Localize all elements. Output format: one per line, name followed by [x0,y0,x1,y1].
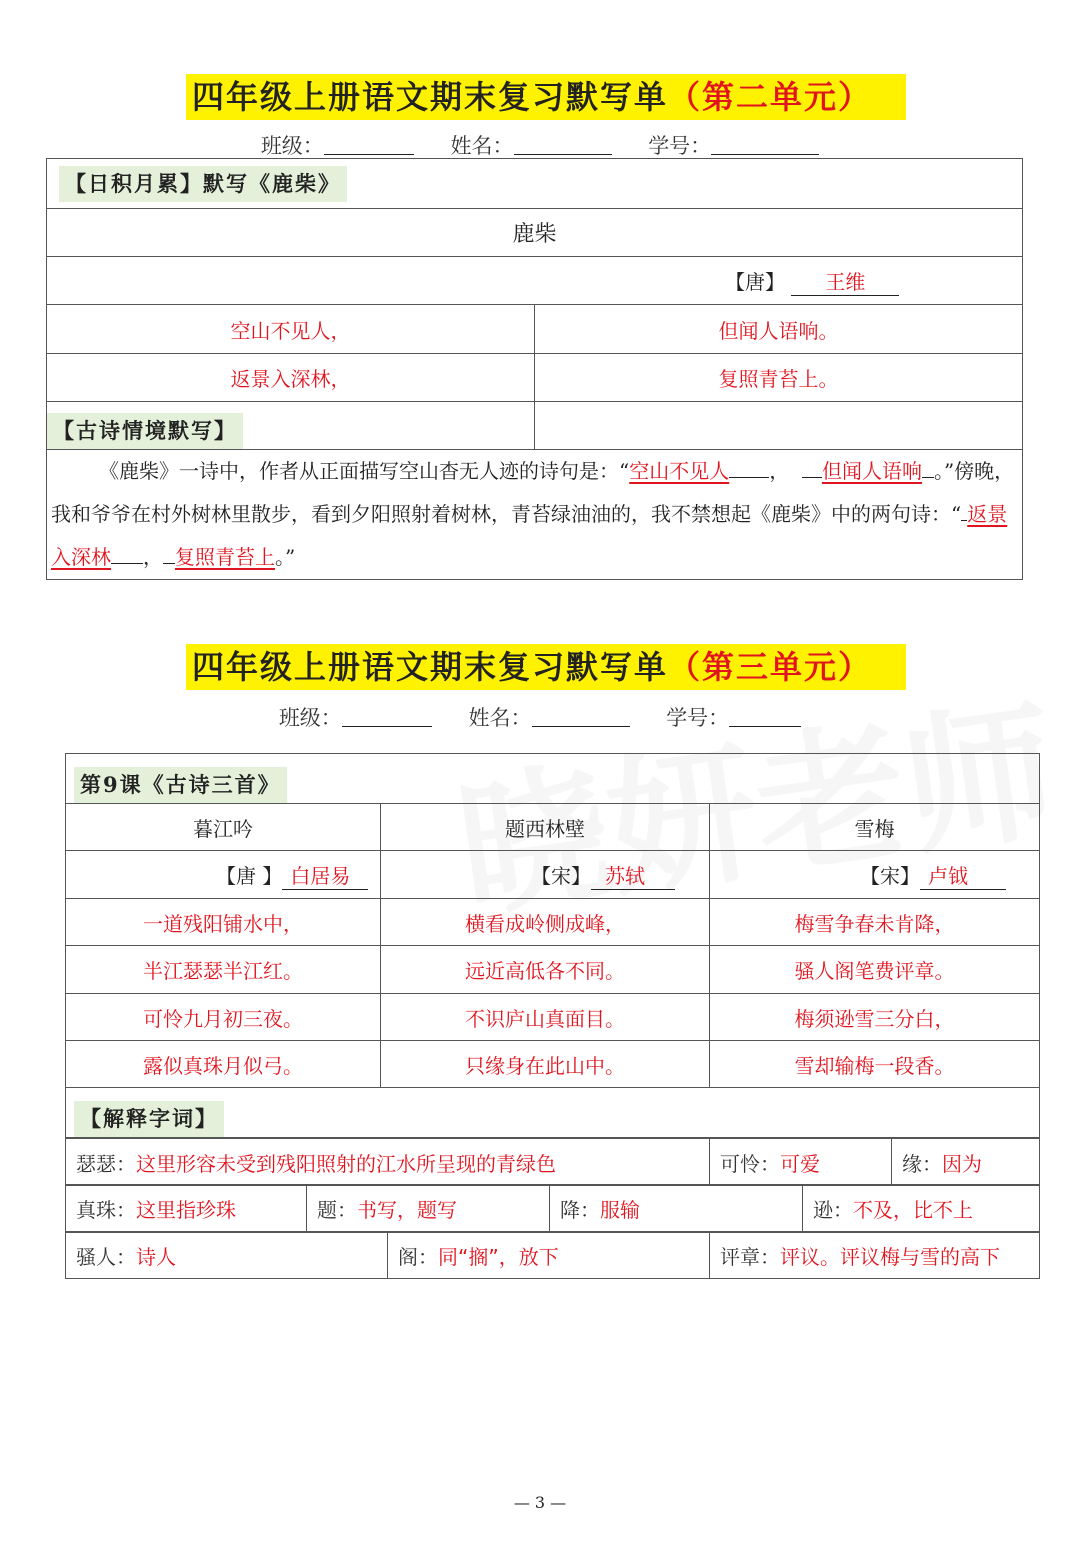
empty-cell [535,402,1023,450]
gloss-term: 题： [317,1198,357,1222]
gloss-def: 诗人 [136,1244,176,1269]
gloss-term: 缘： [902,1151,942,1176]
unit3-title-suffix: （第三单元） [668,648,873,686]
poem3-line-2: 骚人阁笔费评章。 [710,946,1040,994]
gloss-item [803,1185,1040,1233]
unit2-table [46,158,1023,580]
poem1-line-2: 半江瑟瑟半江红。 [66,946,381,994]
gloss-item [66,1185,307,1233]
poem1-line-4: 露似真珠月似弓。 [66,1041,381,1088]
id-blank[interactable] [711,134,819,155]
poem2-line-4: 只缘身在此山中。 [381,1041,710,1088]
poem3-title: 雪梅 [710,804,1040,851]
gloss-def: 同“搁”，放下 [438,1244,559,1269]
poem-author: 王维 [791,266,899,296]
poem-line-2: 但闻人语响。 [535,305,1023,354]
gloss-def: 不及，比不上 [853,1198,973,1222]
gloss-def: 服输 [600,1198,640,1222]
context-text-1: 《鹿柴》一诗中，作者从正面描写空山杳无人迹的诗句是：“ [99,459,630,483]
id-label-2: 学号： [666,706,730,730]
gloss-term: 逊： [813,1198,853,1222]
poem2-line-1: 横看成岭侧成峰， [381,899,710,946]
name-blank-2[interactable] [532,706,630,727]
poem2-author: 苏轼 [591,860,675,890]
poem1-line-1: 一道残阳铺水中， [66,899,381,946]
section1-heading: 【日积月累】默写《鹿柴》 [59,166,347,202]
answer-2: 但闻人语响 [821,459,922,483]
unit2-title-main: 四年级上册语文期末复习默写单 [192,78,669,116]
answer-3: 返景入深林 [51,502,1008,569]
context-text-3: 。” [275,545,296,569]
class-blank[interactable] [324,134,414,155]
poem-line-1: 空山不见人， [47,305,535,354]
gloss-item [307,1185,550,1233]
gloss-item [710,1139,892,1186]
name-label: 姓名： [450,134,514,158]
poem3-author: 卢钺 [920,860,1006,890]
poem1-dynasty: 【唐 】 [216,863,283,888]
gloss-term: 评章： [720,1244,780,1269]
unit2-title-suffix: （第二单元） [668,78,873,116]
gloss-row-2 [65,1184,1040,1233]
poem3-line-3: 梅须逊雪三分白， [710,994,1040,1041]
gloss-term: 降： [560,1198,600,1222]
name-label-2: 姓名： [468,706,532,730]
answer-4: 复照青苔上 [175,545,275,569]
poem-title: 鹿柴 [47,209,1023,257]
gloss-def: 因为 [942,1151,982,1176]
unit3-title-main: 四年级上册语文期末复习默写单 [192,648,669,686]
gloss-item [388,1232,710,1279]
context-text-2: 。”傍晚，我和爷爷在村外树林里散步，看到夕阳照射着树林，青苔绿油油的，我不禁想起《鹿柴》中的两句诗：“ [51,459,1015,526]
poem3-author-cell [710,851,1040,899]
name-blank[interactable] [514,134,612,155]
poem-line-4: 复照青苔上。 [535,354,1023,402]
poem2-line-3: 不识庐山真面目。 [381,994,710,1041]
gloss-item [892,1139,1040,1186]
gloss-term: 瑟瑟： [76,1151,136,1176]
gloss-def: 这里形容未受到残阳照射的江水所呈现的青绿色 [136,1151,556,1176]
gloss-term: 真珠： [76,1198,136,1222]
id-label: 学号： [648,134,712,158]
class-label-2: 班级： [278,706,342,730]
unit2-title [186,74,906,120]
poem1-title: 暮江吟 [66,804,381,851]
poem3-line-4: 雪却输梅一段香。 [710,1041,1040,1088]
lesson-heading: 第9课《古诗三首》 [74,767,287,803]
page-number: — 3 — [513,1493,567,1512]
id-blank-2[interactable] [729,706,801,727]
context-cell [47,450,1023,580]
section2-heading-cell [47,402,535,450]
poem2-dynasty: 【宋】 [531,863,591,888]
poem3-line-1: 梅雪争春未肯降， [710,899,1040,946]
unit3-poems-table [65,753,1040,1138]
poem-dynasty: 【唐】 [725,269,785,294]
gloss-item [550,1185,803,1233]
poem-author-cell [47,257,1023,305]
poem1-author-cell [66,851,381,899]
gloss-term: 可怜： [720,1151,780,1176]
answer-1: 空山不见人 [629,459,730,483]
gloss-row-3 [65,1231,1040,1279]
poem2-line-2: 远近高低各不同。 [381,946,710,994]
gloss-def: 书写，题写 [357,1198,457,1222]
poem2-title: 题西林壁 [381,804,710,851]
gloss-item [66,1232,388,1279]
gloss-term: 骚人： [76,1244,136,1269]
lesson-heading-cell [66,754,1040,804]
context-sep-2: ， [143,545,163,569]
unit3-title [186,644,906,690]
class-blank-2[interactable] [342,706,432,727]
gloss-heading: 【解释字词】 [74,1101,224,1137]
poem1-line-3: 可怜九月初三夜。 [66,994,381,1041]
gloss-row-1 [65,1138,1040,1186]
section2-heading: 【古诗情境默写】 [47,413,243,449]
unit2-info-line [0,130,1080,160]
gloss-heading-cell [66,1088,1040,1138]
poem3-dynasty: 【宋】 [860,863,920,888]
gloss-item [710,1232,1040,1279]
context-sep-1: ， [769,459,790,483]
context-paragraph [47,450,1022,579]
gloss-def: 这里指珍珠 [136,1198,236,1222]
poem1-author: 白居易 [282,860,368,890]
gloss-item [66,1139,710,1186]
gloss-def: 评议。评议梅与雪的高下 [780,1244,1000,1269]
gloss-term: 阁： [398,1244,438,1269]
poem-line-3: 返景入深林， [47,354,535,402]
poem2-author-cell [381,851,710,899]
class-label: 班级： [260,134,324,158]
unit3-info-line [0,702,1080,732]
section1-heading-cell [47,159,1023,209]
gloss-def: 可爱 [780,1151,820,1176]
